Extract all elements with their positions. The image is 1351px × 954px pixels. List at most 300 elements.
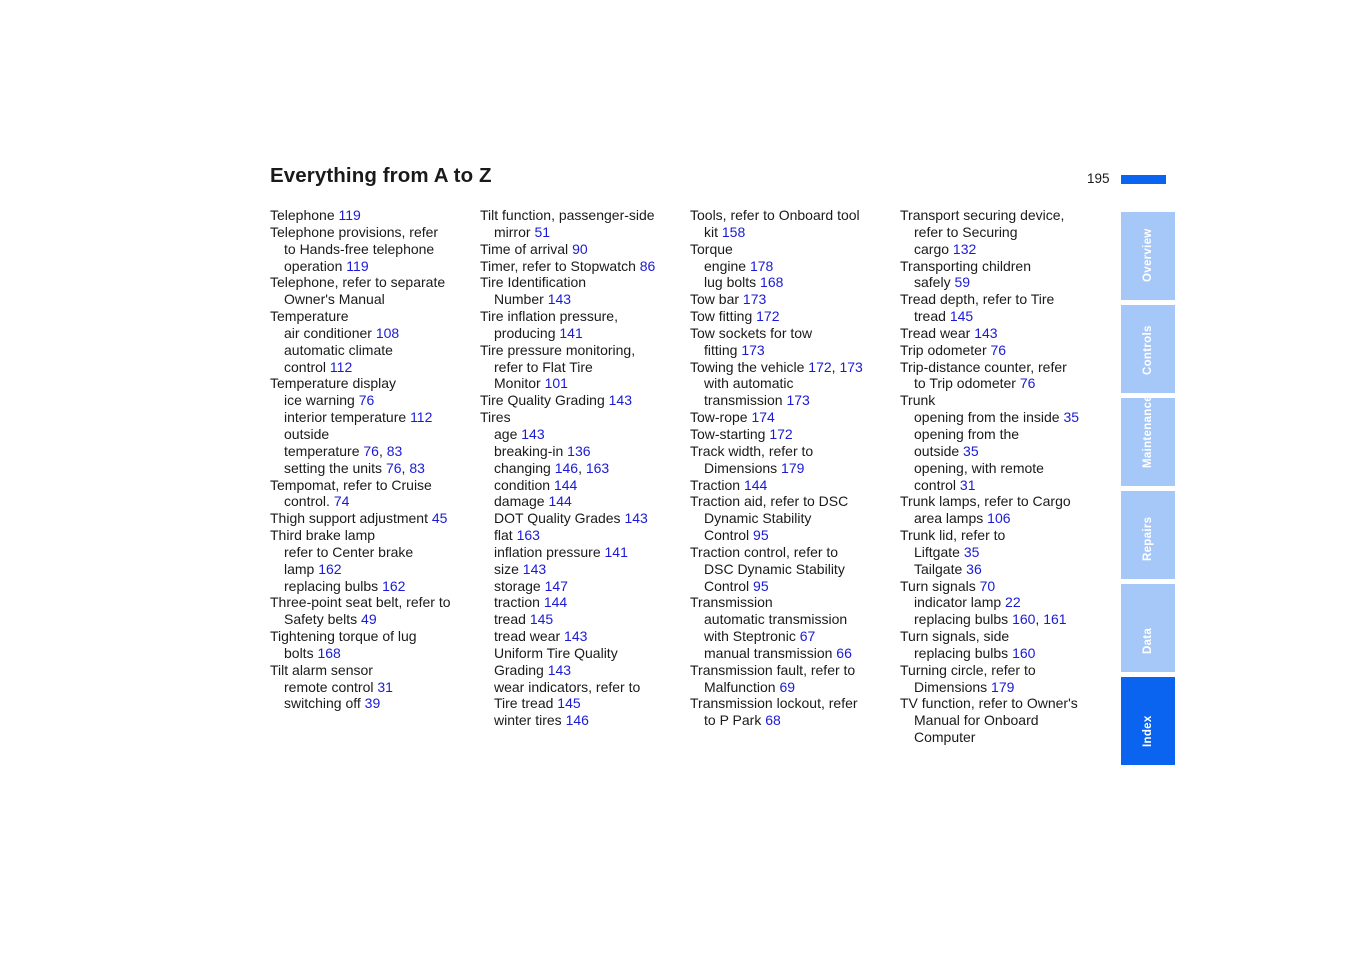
entry-text: Trunk lid, refer to (900, 527, 1006, 544)
page-link[interactable]: 59 (954, 274, 971, 291)
entry-text: bolts (284, 644, 318, 661)
page-link[interactable]: 143 (547, 291, 572, 308)
index-subentry (690, 527, 898, 544)
entry-text: automatic climate (284, 341, 393, 358)
entry-text: Grading (494, 661, 548, 678)
index-subentry (270, 695, 478, 712)
page-link[interactable]: 143 (624, 510, 648, 527)
index-entry (690, 443, 898, 460)
entry-text: breaking-in (494, 442, 568, 459)
index-subentry (900, 594, 1108, 611)
index-entry (900, 325, 1108, 342)
index-subentry (900, 729, 1108, 746)
index-subentry (900, 679, 1108, 696)
page-link[interactable]: 143 (608, 392, 632, 409)
entry-text: replacing bulbs (914, 644, 1013, 661)
entry-text: Towing the vehicle (690, 358, 809, 375)
index-subentry (480, 477, 688, 494)
page-link[interactable]: 179 (991, 678, 1015, 695)
entry-text: DSC Dynamic Stability (704, 560, 845, 577)
index-subentry (900, 611, 1108, 628)
index-subentry (690, 611, 898, 628)
entry-text: Traction aid, refer to DSC (690, 493, 849, 510)
page-link[interactable]: 51 (534, 223, 551, 240)
index-subentry (480, 628, 688, 645)
entry-text: tread (494, 611, 530, 628)
index-entry (900, 359, 1108, 376)
index-entry (270, 510, 478, 527)
entry-text: TV function, refer to Owner's (900, 695, 1078, 712)
page-link[interactable]: 31 (377, 678, 393, 695)
index-subentry (480, 460, 688, 477)
entry-text: indicator lamp (914, 594, 1006, 611)
entry-text: wear indicators, refer to (494, 678, 641, 695)
index-entry (270, 375, 478, 392)
entry-text: changing (494, 459, 555, 476)
entry-text: Tire inflation pressure, (480, 308, 618, 325)
entry-text: replacing bulbs (914, 611, 1013, 628)
entry-text: replacing bulbs (284, 577, 383, 594)
index-subentry (480, 662, 688, 679)
index-subentry (480, 443, 688, 460)
page-link[interactable]: 35 (963, 543, 980, 560)
index-entry (900, 207, 1108, 224)
entry-text: Tire Quality Grading (480, 392, 609, 409)
page-link[interactable]: 160 (1012, 644, 1036, 661)
page-separator: , (401, 459, 410, 476)
page-link[interactable]: 145 (949, 308, 974, 325)
index-subentry (690, 578, 898, 595)
entry-text: kit (704, 223, 722, 240)
page-link[interactable]: 106 (987, 510, 1011, 527)
index-subentry (270, 561, 478, 578)
page-accent-bar (1121, 175, 1166, 184)
entry-text: opening, with remote (914, 459, 1044, 476)
index-entry (480, 308, 688, 325)
index-entry (900, 695, 1108, 712)
entry-text: operation (284, 257, 347, 274)
index-subentry (900, 460, 1108, 477)
entry-text: Trunk (900, 392, 936, 409)
page-separator: , (831, 358, 840, 375)
index-subentry (480, 679, 688, 696)
index-subentry (690, 510, 898, 527)
index-subentry (480, 510, 688, 527)
tab-data[interactable] (1121, 584, 1175, 672)
index-entry (480, 392, 688, 409)
page-link[interactable]: 158 (721, 223, 746, 240)
index-subentry (690, 628, 898, 645)
entry-text: Telephone, refer to separate (270, 274, 446, 291)
index-subentry (900, 477, 1108, 494)
page-link[interactable]: 95 (753, 577, 769, 594)
index-entry (270, 594, 478, 611)
page-link[interactable]: 141 (604, 543, 628, 560)
page-link[interactable]: 162 (318, 560, 342, 577)
index-subentry (690, 679, 898, 696)
page-link[interactable]: 68 (765, 712, 781, 729)
index-entry (690, 308, 898, 325)
page-link[interactable]: 143 (521, 425, 545, 442)
entry-text: Tow fitting (690, 308, 757, 325)
index-subentry (690, 375, 898, 392)
page-link[interactable]: 69 (779, 678, 796, 695)
page-link[interactable]: 83 (409, 459, 425, 476)
index-subentry (270, 493, 478, 510)
page-link[interactable]: 70 (979, 577, 996, 594)
entry-text: Thigh support adjustment (270, 510, 432, 527)
entry-text: Temperature display (270, 375, 397, 392)
entry-text: storage (494, 577, 545, 594)
entry-text: setting the units (284, 459, 386, 476)
index-entry (270, 224, 478, 241)
index-column-3 (690, 207, 898, 729)
page-link[interactable]: 74 (333, 493, 350, 510)
entry-text: refer to Flat Tire (494, 358, 593, 375)
page-link[interactable]: 144 (543, 594, 568, 611)
index-entry (270, 274, 478, 291)
entry-text: control (284, 358, 330, 375)
entry-text: to Trip odometer (914, 375, 1020, 392)
index-subentry (480, 426, 688, 443)
index-entry (690, 409, 898, 426)
page-separator: , (578, 459, 586, 476)
entry-text: transmission (704, 392, 787, 409)
index-subentry (900, 426, 1108, 443)
index-entry (690, 241, 898, 258)
page-link[interactable]: 66 (836, 644, 852, 661)
page-link[interactable]: 146 (554, 459, 579, 476)
entry-text: with Steptronic (704, 628, 800, 645)
page-link[interactable]: 143 (522, 560, 547, 577)
entry-text: temperature (284, 442, 364, 459)
entry-text: traction (494, 594, 544, 611)
index-entry (690, 291, 898, 308)
page-link[interactable]: 143 (564, 628, 588, 645)
entry-text: damage (494, 493, 549, 510)
page-link[interactable]: 49 (361, 611, 377, 628)
section-tabs (1121, 212, 1175, 770)
entry-text: Telephone (270, 207, 339, 223)
page-link[interactable]: 163 (585, 459, 610, 476)
entry-text: DOT Quality Grades (494, 510, 625, 527)
index-subentry (270, 645, 478, 662)
index-subentry (900, 712, 1108, 729)
entry-text: Traction (690, 476, 744, 493)
entry-text: remote control (284, 678, 378, 695)
index-entry (690, 695, 898, 712)
page-link[interactable]: 147 (544, 577, 568, 594)
page-link[interactable]: 45 (431, 510, 448, 527)
page-separator: , (1035, 611, 1044, 628)
page-title: Everything from A to Z (270, 164, 492, 187)
page-link[interactable]: 144 (743, 476, 768, 493)
entry-text: opening from the (914, 425, 1020, 442)
index-entry (690, 544, 898, 561)
entry-text: outside (914, 442, 964, 459)
entry-text: Torque (690, 240, 733, 257)
index-subentry (480, 712, 688, 729)
page-link[interactable]: 168 (760, 274, 784, 291)
page-link[interactable]: 95 (753, 527, 769, 544)
index-entry (690, 359, 898, 376)
index-entry (690, 493, 898, 510)
index-subentry (690, 561, 898, 578)
entry-text: producing (494, 324, 560, 341)
index-entry (900, 578, 1108, 595)
index-subentry (690, 645, 898, 662)
index-entry (900, 342, 1108, 359)
index-subentry (900, 645, 1108, 662)
page-link[interactable]: 168 (317, 644, 341, 661)
entry-text: Tow-starting (690, 425, 770, 442)
tab-label: Data (1142, 627, 1154, 654)
index-subentry (270, 258, 478, 275)
entry-text: Temperature (270, 308, 349, 325)
page-link[interactable]: 101 (544, 375, 568, 392)
entry-text: Dimensions (914, 678, 992, 695)
entry-text: Tempomat, refer to Cruise (270, 476, 432, 493)
index-entry (900, 392, 1108, 409)
page-link[interactable]: 173 (742, 291, 767, 308)
entry-text: with automatic (704, 375, 794, 392)
index-entry (900, 258, 1108, 275)
entry-text: Track width, refer to (690, 442, 814, 459)
entry-text: Tailgate (914, 560, 967, 577)
entry-text: Malfunction (704, 678, 780, 695)
entry-text: age (494, 425, 522, 442)
index-entry (690, 662, 898, 679)
index-subentry (690, 224, 898, 241)
index-entry (480, 207, 688, 224)
page-link[interactable]: 163 (516, 527, 540, 544)
index-subentry (900, 224, 1108, 241)
entry-text: Trip odometer (900, 341, 991, 358)
index-entry (690, 325, 898, 342)
index-subentry (480, 359, 688, 376)
page-link[interactable]: 173 (741, 341, 765, 358)
page-link[interactable]: 173 (839, 358, 863, 375)
page-link[interactable]: 141 (559, 324, 583, 341)
page-link[interactable]: 36 (966, 560, 982, 577)
entry-text: Tires (480, 409, 511, 426)
index-subentry (480, 544, 688, 561)
page-link[interactable]: 145 (529, 611, 554, 628)
entry-text: fitting (704, 341, 742, 358)
page-link[interactable]: 22 (1005, 594, 1021, 611)
page-link[interactable]: 160 (1012, 611, 1036, 628)
entry-text: size (494, 560, 523, 577)
index-entry (270, 477, 478, 494)
page-link[interactable]: 172 (756, 308, 780, 325)
page-link[interactable]: 76 (385, 459, 402, 476)
tab-index[interactable] (1121, 677, 1175, 765)
entry-text: engine (704, 257, 750, 274)
index-column-4 (900, 207, 1108, 746)
index-subentry (900, 308, 1108, 325)
index-subentry (900, 443, 1108, 460)
entry-text: to Hands-free telephone (284, 240, 435, 257)
entry-text: Uniform Tire Quality (494, 644, 618, 661)
page-link[interactable]: 31 (959, 476, 976, 493)
index-subentry (270, 578, 478, 595)
entry-text: Transmission fault, refer to (690, 661, 856, 678)
tab-overview[interactable] (1121, 212, 1175, 300)
entry-text: Three-point seat belt, refer to (270, 594, 451, 611)
entry-text: Owner's Manual (284, 291, 385, 308)
page-link[interactable]: 172 (808, 358, 832, 375)
page-link[interactable]: 178 (749, 257, 774, 274)
index-subentry (900, 375, 1108, 392)
index-subentry (270, 342, 478, 359)
entry-text: manual transmission (704, 644, 837, 661)
index-subentry (270, 359, 478, 376)
index-subentry (270, 241, 478, 258)
page-link[interactable]: 143 (547, 661, 572, 678)
index-subentry (690, 258, 898, 275)
entry-text: Transmission lockout, refer (690, 695, 858, 712)
page-link[interactable]: 35 (963, 442, 979, 459)
entry-text: Tow-rope (690, 409, 752, 426)
index-subentry (270, 426, 478, 443)
page-link[interactable]: 144 (548, 493, 572, 510)
entry-text: lug bolts (704, 274, 761, 291)
entry-text: control (914, 476, 960, 493)
entry-text: Dimensions (704, 459, 782, 476)
page-link[interactable]: 161 (1043, 611, 1067, 628)
page-link[interactable]: 145 (557, 695, 581, 712)
page-link[interactable]: 144 (553, 476, 578, 493)
page-link[interactable]: 119 (346, 257, 369, 274)
entry-text: condition (494, 476, 554, 493)
entry-text: switching off (284, 695, 365, 712)
index-subentry (690, 460, 898, 477)
entry-text: area lamps (914, 510, 988, 527)
index-subentry (480, 224, 688, 241)
page-link[interactable]: 119 (338, 207, 361, 223)
entry-text: Turn signals, side (900, 628, 1010, 645)
entry-text: Time of arrival (480, 240, 573, 257)
page-link[interactable]: 112 (410, 409, 433, 426)
index-subentry (900, 561, 1108, 578)
tab-controls[interactable] (1121, 305, 1175, 393)
index-subentry (270, 679, 478, 696)
page-link[interactable]: 132 (952, 240, 977, 257)
index-subentry (270, 460, 478, 477)
page-number: 195 (1087, 171, 1110, 186)
entry-text: lamp (284, 560, 319, 577)
entry-text: Tire Identification (480, 274, 587, 291)
index-subentry (480, 645, 688, 662)
index-subentry (270, 392, 478, 409)
entry-text: tread (914, 308, 950, 325)
page-link[interactable]: 90 (572, 240, 588, 257)
index-entry (270, 662, 478, 679)
page-link[interactable]: 108 (375, 324, 400, 341)
entry-text: Tightening torque of lug (270, 628, 417, 645)
entry-text: tread wear (494, 628, 565, 645)
index-subentry (690, 342, 898, 359)
page-link[interactable]: 76 (363, 442, 379, 459)
page-link[interactable]: 146 (565, 712, 589, 729)
index-subentry (480, 527, 688, 544)
page-link[interactable]: 76 (358, 392, 375, 409)
page-link[interactable]: 35 (1063, 409, 1080, 426)
entry-text: Tire pressure monitoring, (480, 341, 636, 358)
entry-text: Tilt function, passenger-side (480, 207, 655, 223)
tab-maintenance[interactable] (1121, 395, 1175, 486)
index-subentry (900, 510, 1108, 527)
page-link[interactable]: 76 (1019, 375, 1036, 392)
index-subentry (480, 695, 688, 712)
entry-text: Tools, refer to Onboard tool (690, 207, 860, 223)
entry-text: cargo (914, 240, 953, 257)
index-subentry (480, 561, 688, 578)
index-subentry (900, 241, 1108, 258)
page-link[interactable]: 112 (329, 358, 353, 375)
page-link[interactable]: 76 (990, 341, 1007, 358)
page-link[interactable]: 39 (364, 695, 381, 712)
entry-text: interior temperature (284, 409, 411, 426)
page-link[interactable]: 143 (974, 324, 998, 341)
index-subentry (270, 291, 478, 308)
index-entry (480, 409, 688, 426)
entry-text: Tow sockets for tow (690, 324, 813, 341)
index-entry (270, 527, 478, 544)
entry-text: to P Park (704, 712, 766, 729)
entry-text: flat (494, 527, 517, 544)
page-link[interactable]: 162 (382, 577, 406, 594)
index-subentry (900, 274, 1108, 291)
entry-text: Tow bar (690, 291, 743, 308)
index-entry (690, 477, 898, 494)
entry-text: Tilt alarm sensor (270, 661, 373, 678)
index-entry (480, 274, 688, 291)
index-entry (900, 628, 1108, 645)
tab-repairs[interactable] (1121, 491, 1175, 579)
index-entry (900, 493, 1108, 510)
index-subentry (690, 274, 898, 291)
entry-text: Traction control, refer to (690, 543, 839, 560)
page-link[interactable]: 173 (786, 392, 810, 409)
page-link[interactable]: 86 (639, 257, 656, 274)
index-subentry (690, 712, 898, 729)
index-entry (480, 342, 688, 359)
entry-text: Monitor (494, 375, 545, 392)
page-link[interactable]: 136 (567, 442, 591, 459)
page-link[interactable]: 83 (386, 442, 403, 459)
entry-text: Tire tread (494, 695, 558, 712)
index-entry (690, 207, 898, 224)
page-link[interactable]: 174 (751, 409, 775, 426)
entry-text: Transport securing device, (900, 207, 1065, 223)
index-subentry (690, 392, 898, 409)
index-subentry (480, 325, 688, 342)
page-link[interactable]: 172 (769, 425, 793, 442)
index-subentry (480, 375, 688, 392)
entry-text: air conditioner (284, 324, 376, 341)
entry-text: Turn signals (900, 577, 980, 594)
entry-text: Transmission (690, 594, 773, 611)
index-entry (900, 291, 1108, 308)
page-link[interactable]: 179 (781, 459, 805, 476)
entry-text: Transporting children (900, 257, 1031, 274)
index-subentry (480, 578, 688, 595)
tab-label: Repairs (1142, 516, 1154, 561)
entry-text: safely (914, 274, 955, 291)
entry-text: Control (704, 527, 754, 544)
page-link[interactable]: 67 (799, 628, 816, 645)
